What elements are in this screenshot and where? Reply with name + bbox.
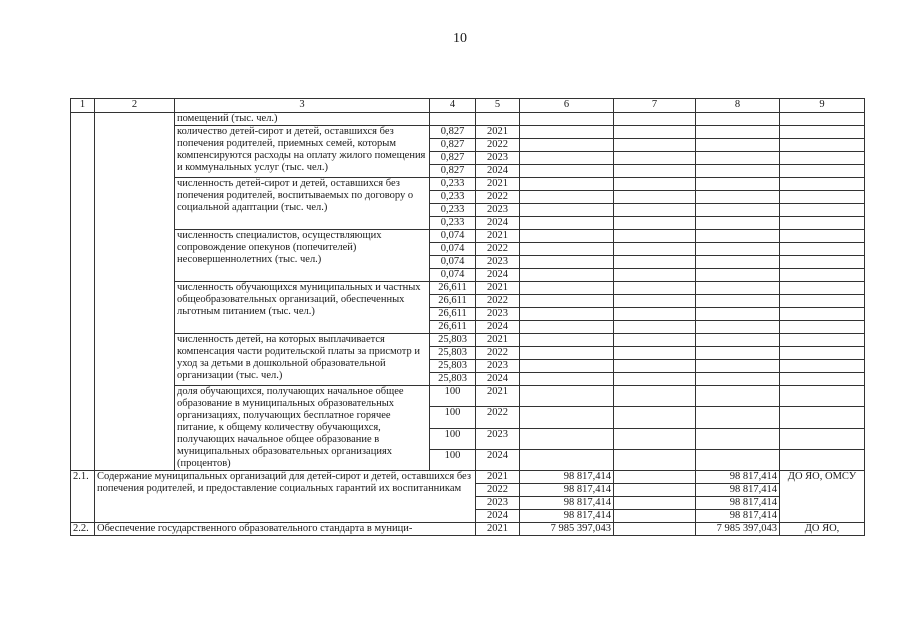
indicator-year: 2022	[476, 139, 520, 152]
indicator-text: доля обучающихся, получающих начальное общее образование в муниципальных образовательных организациях, получающих бесплатное горячее питание, к общему количеству обучающихся, получающих начальное общее образование в муниципальных образовательных организациях (процентов)	[175, 386, 430, 471]
indicator-year: 2023	[476, 152, 520, 165]
empty-cell	[614, 308, 696, 321]
empty-cell	[520, 428, 614, 449]
empty-cell	[780, 428, 865, 449]
indicator-value: 0,827	[430, 139, 476, 152]
header-cell: 8	[696, 99, 780, 113]
empty-cell	[696, 217, 780, 230]
item-year: 2021	[476, 471, 520, 484]
item-year: 2024	[476, 510, 520, 523]
empty-cell	[520, 373, 614, 386]
empty-cell	[780, 386, 865, 407]
empty-cell	[520, 139, 614, 152]
empty-cell	[696, 449, 780, 470]
indicator-year: 2021	[476, 282, 520, 295]
empty-cell	[696, 308, 780, 321]
table-row	[71, 386, 865, 407]
header-cell: 1	[71, 99, 95, 113]
item-total: 7 985 397,043	[520, 523, 614, 536]
indicator-year: 2023	[476, 428, 520, 449]
empty-cell	[614, 497, 696, 510]
empty-cell	[614, 360, 696, 373]
indicator-year: 2022	[476, 243, 520, 256]
empty-cell	[780, 217, 865, 230]
item-col8: 98 817,414	[696, 484, 780, 497]
indicator-value: 0,233	[430, 204, 476, 217]
empty-cell	[780, 269, 865, 282]
indicator-year: 2024	[476, 373, 520, 386]
indicator-text: помещений (тыс. чел.)	[175, 113, 430, 126]
table-row	[71, 334, 865, 347]
empty-cell	[780, 295, 865, 308]
header-cell: 9	[780, 99, 865, 113]
indicator-year: 2023	[476, 308, 520, 321]
item-col8: 98 817,414	[696, 471, 780, 484]
empty-cell	[780, 126, 865, 139]
empty-cell	[780, 178, 865, 191]
indicator-value: 0,233	[430, 178, 476, 191]
item-row	[71, 471, 865, 484]
empty-cell	[696, 347, 780, 360]
empty-cell	[614, 178, 696, 191]
item-text: Содержание муниципальных организаций для детей-сирот и детей, оставшихся без попечения родителей, и предоставление социальных гарантий их воспитанникам	[95, 471, 476, 523]
empty-cell	[614, 152, 696, 165]
indicator-year: 2022	[476, 191, 520, 204]
empty-cell	[614, 269, 696, 282]
empty-cell	[614, 256, 696, 269]
empty-cell	[780, 449, 865, 470]
empty-cell	[780, 334, 865, 347]
empty-cell	[520, 230, 614, 243]
indicator-value: 0,827	[430, 126, 476, 139]
indicator-year: 2024	[476, 269, 520, 282]
header-cell: 5	[476, 99, 520, 113]
item-number: 2.1.	[71, 471, 95, 523]
empty-cell	[614, 347, 696, 360]
empty-cell	[780, 113, 865, 126]
indicator-value: 100	[430, 407, 476, 428]
indicator-value: 25,803	[430, 347, 476, 360]
empty-cell	[520, 386, 614, 407]
col1-cell	[71, 113, 95, 471]
indicator-year: 2024	[476, 449, 520, 470]
empty-cell	[520, 113, 614, 126]
empty-cell	[780, 347, 865, 360]
empty-cell	[696, 386, 780, 407]
indicator-value: 25,803	[430, 334, 476, 347]
empty-cell	[520, 282, 614, 295]
indicator-year: 2021	[476, 386, 520, 407]
empty-cell	[614, 373, 696, 386]
empty-cell	[614, 484, 696, 497]
indicator-value: 0,074	[430, 269, 476, 282]
empty-cell	[780, 230, 865, 243]
empty-cell	[520, 178, 614, 191]
indicator-value: 0,827	[430, 152, 476, 165]
item-year: 2021	[476, 523, 520, 536]
table-row	[71, 178, 865, 191]
empty-cell	[780, 360, 865, 373]
empty-cell	[614, 449, 696, 470]
table-row	[71, 230, 865, 243]
item-total: 98 817,414	[520, 484, 614, 497]
empty-cell	[614, 428, 696, 449]
empty-cell	[520, 191, 614, 204]
empty-cell	[696, 165, 780, 178]
indicator-value: 100	[430, 449, 476, 470]
indicator-value: 100	[430, 428, 476, 449]
empty-cell	[614, 113, 696, 126]
empty-cell	[614, 510, 696, 523]
empty-cell	[520, 217, 614, 230]
empty-cell	[780, 152, 865, 165]
indicator-value: 25,803	[430, 373, 476, 386]
empty-cell	[780, 204, 865, 217]
item-text: Обеспечение государственного образовательного стандарта в муници-	[95, 523, 476, 536]
empty-cell	[614, 243, 696, 256]
indicator-value: 26,611	[430, 295, 476, 308]
indicator-value: 100	[430, 386, 476, 407]
item-total: 98 817,414	[520, 471, 614, 484]
empty-cell	[614, 321, 696, 334]
table-row	[71, 113, 865, 126]
empty-cell	[696, 243, 780, 256]
page-number: 10	[453, 31, 467, 46]
empty-cell	[520, 407, 614, 428]
indicator-value: 0,074	[430, 243, 476, 256]
indicator-value: 26,611	[430, 308, 476, 321]
empty-cell	[614, 204, 696, 217]
program-table	[70, 98, 865, 536]
empty-cell	[696, 295, 780, 308]
indicator-year: 2021	[476, 334, 520, 347]
header-cell: 2	[95, 99, 175, 113]
item-col8: 98 817,414	[696, 510, 780, 523]
empty-cell	[520, 204, 614, 217]
empty-cell	[614, 523, 696, 536]
empty-cell	[780, 256, 865, 269]
empty-cell	[614, 386, 696, 407]
indicator-value: 0,074	[430, 256, 476, 269]
empty-cell	[696, 256, 780, 269]
indicator-year: 2023	[476, 204, 520, 217]
indicator-value: 0,233	[430, 191, 476, 204]
indicator-year: 2023	[476, 256, 520, 269]
empty-cell	[430, 113, 476, 126]
empty-cell	[696, 139, 780, 152]
empty-cell	[696, 204, 780, 217]
empty-cell	[520, 243, 614, 256]
indicator-year: 2024	[476, 217, 520, 230]
empty-cell	[780, 139, 865, 152]
empty-cell	[780, 165, 865, 178]
table-body	[71, 99, 865, 536]
empty-cell	[614, 407, 696, 428]
empty-cell	[696, 321, 780, 334]
header-cell: 4	[430, 99, 476, 113]
item-row	[71, 523, 865, 536]
indicator-text: численность обучающихся муниципальных и частных общеобразовательных организаций, обеспеченных льготным питанием (тыс. чел.)	[175, 282, 430, 334]
indicator-text: количество детей-сирот и детей, оставшихся без попечения родителей, приемных семей, которым компенсируются расходы на оплату жилого помещения и коммунальных услуг (тыс. чел.)	[175, 126, 430, 178]
indicator-value: 26,611	[430, 321, 476, 334]
empty-cell	[696, 230, 780, 243]
empty-cell	[520, 334, 614, 347]
empty-cell	[696, 178, 780, 191]
item-col8: 7 985 397,043	[696, 523, 780, 536]
empty-cell	[696, 373, 780, 386]
empty-cell	[614, 217, 696, 230]
empty-cell	[614, 191, 696, 204]
header-cell: 7	[614, 99, 696, 113]
empty-cell	[614, 334, 696, 347]
item-executor: ДО ЯО,	[780, 523, 865, 536]
empty-cell	[696, 334, 780, 347]
indicator-text: численность детей-сирот и детей, оставшихся без попечения родителей, воспитываемых по договору о социальной адаптации (тыс. чел.)	[175, 178, 430, 230]
empty-cell	[520, 269, 614, 282]
empty-cell	[696, 360, 780, 373]
empty-cell	[780, 191, 865, 204]
item-executor: ДО ЯО, ОМСУ	[780, 471, 865, 523]
empty-cell	[696, 428, 780, 449]
empty-cell	[780, 373, 865, 386]
indicator-year: 2022	[476, 347, 520, 360]
empty-cell	[520, 126, 614, 139]
empty-cell	[520, 449, 614, 470]
empty-cell	[780, 321, 865, 334]
indicator-year: 2023	[476, 360, 520, 373]
empty-cell	[520, 360, 614, 373]
empty-cell	[520, 308, 614, 321]
header-row	[71, 99, 865, 113]
empty-cell	[520, 321, 614, 334]
header-cell: 3	[175, 99, 430, 113]
indicator-value: 25,803	[430, 360, 476, 373]
indicator-value: 0,233	[430, 217, 476, 230]
empty-cell	[780, 407, 865, 428]
item-total: 98 817,414	[520, 497, 614, 510]
empty-cell	[614, 230, 696, 243]
empty-cell	[520, 256, 614, 269]
empty-cell	[614, 282, 696, 295]
empty-cell	[780, 282, 865, 295]
empty-cell	[520, 165, 614, 178]
indicator-text: численность специалистов, осуществляющих сопровождение опекунов (попечителей) несовершеннолетних (тыс. чел.)	[175, 230, 430, 282]
empty-cell	[696, 113, 780, 126]
indicator-year: 2021	[476, 178, 520, 191]
item-number: 2.2.	[71, 523, 95, 536]
table-row	[71, 126, 865, 139]
empty-cell	[696, 407, 780, 428]
empty-cell	[520, 347, 614, 360]
empty-cell	[614, 471, 696, 484]
indicator-year: 2021	[476, 126, 520, 139]
empty-cell	[614, 139, 696, 152]
empty-cell	[696, 152, 780, 165]
indicator-year: 2022	[476, 407, 520, 428]
indicator-value: 0,827	[430, 165, 476, 178]
item-col8: 98 817,414	[696, 497, 780, 510]
empty-cell	[780, 243, 865, 256]
table-row	[71, 282, 865, 295]
item-year: 2023	[476, 497, 520, 510]
empty-cell	[780, 308, 865, 321]
indicator-text: численность детей, на которых выплачивается компенсация части родительской платы за присмотр и уход за детьми в дошкольной образовательной организации (тыс. чел.)	[175, 334, 430, 386]
col2-cell	[95, 113, 175, 471]
empty-cell	[476, 113, 520, 126]
empty-cell	[696, 269, 780, 282]
empty-cell	[696, 282, 780, 295]
empty-cell	[614, 295, 696, 308]
empty-cell	[614, 165, 696, 178]
indicator-year: 2022	[476, 295, 520, 308]
empty-cell	[696, 191, 780, 204]
indicator-value: 26,611	[430, 282, 476, 295]
header-cell: 6	[520, 99, 614, 113]
empty-cell	[520, 152, 614, 165]
indicator-year: 2021	[476, 230, 520, 243]
indicator-year: 2024	[476, 321, 520, 334]
empty-cell	[696, 126, 780, 139]
empty-cell	[614, 126, 696, 139]
empty-cell	[520, 295, 614, 308]
item-year: 2022	[476, 484, 520, 497]
indicator-year: 2024	[476, 165, 520, 178]
item-total: 98 817,414	[520, 510, 614, 523]
indicator-value: 0,074	[430, 230, 476, 243]
